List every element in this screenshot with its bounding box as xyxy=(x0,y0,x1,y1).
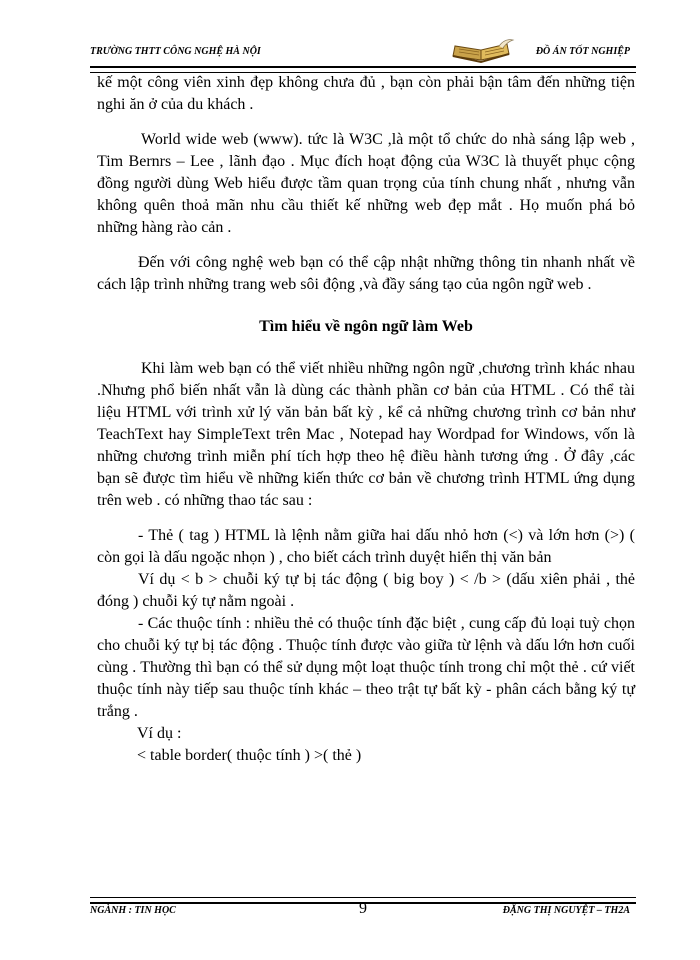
open-book-icon xyxy=(447,36,517,66)
paragraph-6: Ví dụ < b > chuỗi ký tự bị tác động ( big boy ) < /b > (dấu xiên phải , thẻ đóng ) chuỗi ký tự nằm ngoài . xyxy=(97,571,635,610)
section-title: Tìm hiểu về ngôn ngữ làm Web xyxy=(259,318,473,335)
paragraph-1: kế một công viên xinh đẹp không chưa đủ , bạn còn phải bận tâm đến những tiện nghi ăn ở của du khách . xyxy=(97,74,635,113)
footer-major: NGÀNH : TIN HỌC xyxy=(90,905,176,916)
paragraph-7: - Các thuộc tính : nhiều thẻ có thuộc tính đặc biệt , cung cấp đủ loại tuỳ chọn cho chuỗi ký tự bị tác động . Thuộc tính được vào giữa từ lệnh và dấu lớn hơn cuối cùng . Thường thì bạn có thể sử dụng một loạt thuộc tính trong chỉ một thẻ . cứ viết thuộc tính này tiếp sau thuộc tính khác – theo trật tự bất kỳ - phân cách bằng ký tự trắng . xyxy=(97,615,635,720)
paragraph-9: < table border( thuộc tính ) >( thẻ ) xyxy=(137,747,362,764)
header-doc-title: ĐỒ ÁN TỐT NGHIỆP xyxy=(535,46,630,57)
paragraph-8: Ví dụ : xyxy=(137,725,182,742)
document-body xyxy=(97,72,635,767)
paragraph-5: - Thẻ ( tag ) HTML là lệnh nằm giữa hai dấu nhỏ hơn (<) và lớn hơn (>) ( còn gọi là dấu ngoặc nhọn ) , cho biết cách trình duyệt hiển thị văn bản xyxy=(97,527,635,566)
header-school-name: TRƯỜNG THTT CÔNG NGHỆ HÀ NỘI xyxy=(90,46,261,57)
page-footer xyxy=(90,900,636,923)
paragraph-4: Khi làm web bạn có thể viết nhiều những ngôn ngữ ,chương trình khác nhau .Nhưng phổ biến nhất vẫn là dùng các thành phần cơ bản của HTML . Có thể tài liệu HTML với trình xử lý văn bản bất kỳ , kể cả những chương trình cơ bản như TeachText hay SimpleText trên Mac , Notepad hay Wordpad for Windows, vốn là những chương trình miễn phí tích hợp theo hệ điều hành tương ứng . Ở đây ,các bạn sẽ được tìm hiểu về những kiến thức cơ bản về chương trình HTML ứng dụng trên web . có những thao tác sau : xyxy=(97,360,635,509)
page-number: 9 xyxy=(359,900,367,917)
paragraph-3: Đến với công nghệ web bạn có thể cập nhật những thông tin nhanh nhất về cách lập trình những trang web sôi động ,và đầy sáng tạo của ngôn ngữ web . xyxy=(97,254,635,293)
paragraph-2: World wide web (www). tức là W3C ,là một tổ chức do nhà sáng lập web , Tim Bernrs – Lee , lãnh đạo . Mục đích hoạt động của W3C là thuyết phục cộng đồng người dùng Web hiểu được tầm quan trọng của tính chung nhất , nhưng vẫn không quên thoả mãn nhu cầu thiết kế những web đẹp mắt . Họ muốn phá bỏ những hàng rào cản . xyxy=(97,131,635,236)
footer-author: ĐẶNG THỊ NGUYỆT – TH2A xyxy=(502,905,630,916)
page-header xyxy=(90,42,630,64)
